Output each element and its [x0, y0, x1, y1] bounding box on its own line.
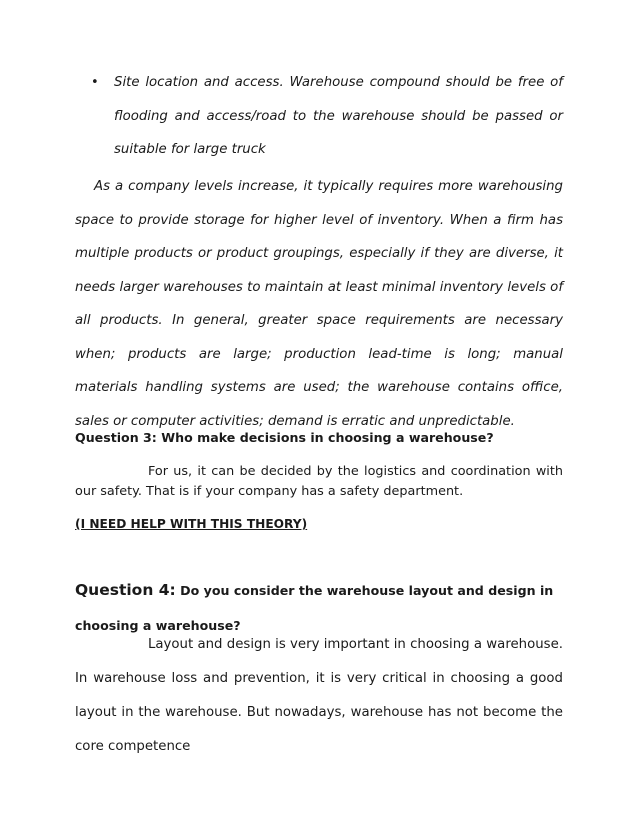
question-4-label: Question 4: [75, 581, 176, 599]
question-4-answer-text: Layout and design is very important in choosing a warehouse. In warehouse loss and prevention, it is very critical in choosing a good layout in the warehouse. But nowadays, warehouse has not become the core competence [75, 637, 563, 754]
help-note: (I NEED HELP WITH THIS THEORY) [75, 517, 308, 531]
question-3-answer-text: For us, it can be decided by the logistics and coordination with our safety. That is if your company has a safety department. [75, 464, 563, 499]
question-4-heading-text: Do you consider the warehouse layout and design in choosing a warehouse? [75, 583, 554, 633]
paragraph-warehouse-space-text: As a company levels increase, it typically requires more warehousing space to provide storage for higher level of inventory. When a firm has multiple products or product groupings, especially if they are diverse, it needs larger warehouses to maintain at least minimal inventory levels of all products. In general, greater space requirements are necessary when; products are large; production lead-time is long; manual materials handling systems are used; the warehouse contains office, sales or computer activities; demand is erratic and unpredictable. [75, 179, 563, 429]
question-4-answer [75, 628, 563, 764]
paragraph-warehouse-space [75, 170, 563, 438]
bullet-item [91, 66, 563, 167]
question-3-heading: Question 3: Who make decisions in choosing a warehouse? [75, 430, 494, 445]
question-3-answer [75, 462, 563, 502]
bullet-marker: • [91, 75, 99, 90]
bullet-text: Site location and access. Warehouse compound should be free of flooding and access/road to the warehouse should be passed or suitable for large truck [114, 75, 563, 157]
